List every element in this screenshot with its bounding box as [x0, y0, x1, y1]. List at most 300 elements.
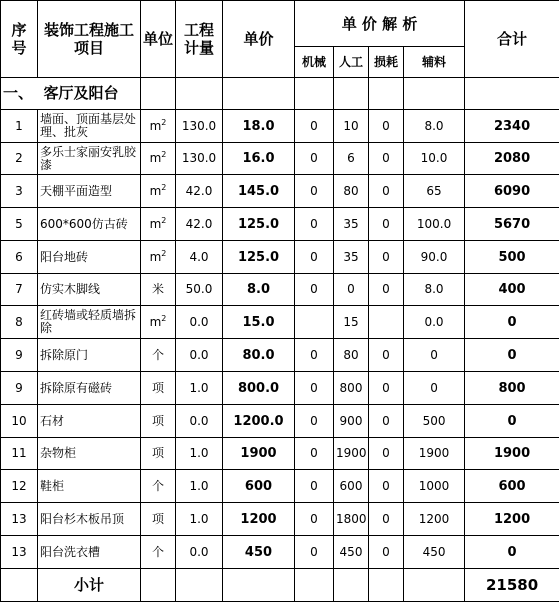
- table-row: [1, 470, 559, 503]
- cell-unit-text: 米: [151, 282, 164, 296]
- cell-labor-text: 0: [347, 282, 355, 296]
- cell-material-text: 100.0: [416, 216, 452, 231]
- cell-name-text: 天棚平面造型: [40, 183, 113, 198]
- section-empty: [176, 78, 223, 110]
- header-unit: 单位: [141, 1, 176, 78]
- cell-labor: [334, 110, 369, 143]
- cell-material-text: 0.0: [424, 314, 444, 329]
- cell-seq-text: 8: [15, 314, 23, 329]
- header-material: 辅料: [404, 47, 465, 78]
- unit-superscript: 2: [161, 215, 167, 225]
- cell-unit: [141, 208, 176, 241]
- header-price: 单价: [223, 1, 295, 78]
- cell-material: [404, 405, 465, 438]
- table-row: [1, 306, 559, 339]
- cell-name: [38, 503, 141, 536]
- cell-qty-text: 0.0: [189, 314, 209, 329]
- cell-price-text: 18.0: [242, 118, 275, 134]
- cell-unit-text: m: [149, 151, 162, 165]
- cell-labor: [334, 306, 369, 339]
- section-empty: [223, 78, 295, 110]
- cell-seq: [1, 536, 38, 569]
- subtotal-label: 小计: [38, 569, 141, 602]
- cell-unit: [141, 405, 176, 438]
- header-qty: 工程计量: [176, 1, 223, 78]
- cell-machine: [295, 405, 334, 438]
- cell-material-text: 0: [430, 347, 438, 362]
- cell-material: [404, 143, 465, 175]
- cell-seq-text: 3: [15, 183, 23, 198]
- cell-loss-text: 0: [382, 282, 390, 296]
- cell-machine-text: 0: [310, 413, 318, 428]
- cell-loss-text: 0: [382, 151, 390, 165]
- cell-seq: [1, 339, 38, 372]
- cell-material-text: 8.0: [424, 118, 444, 133]
- cell-loss-text: 0: [382, 544, 390, 559]
- section-cell: [1, 78, 141, 110]
- cell-seq: [1, 503, 38, 536]
- table-row: [1, 503, 559, 536]
- subtotal-empty: [295, 569, 334, 602]
- cell-total: [465, 241, 559, 274]
- cell-seq-text: 9: [15, 380, 23, 395]
- cell-total: [465, 306, 559, 339]
- cell-loss-text: 0: [382, 478, 390, 493]
- cell-qty-text: 42.0: [185, 216, 213, 231]
- cell-seq-text: 10: [11, 413, 27, 428]
- cell-seq: [1, 175, 38, 208]
- table-row: [1, 110, 559, 143]
- cell-name-text: 阳台杉木板吊顶: [40, 511, 125, 526]
- unit-superscript: 2: [161, 182, 167, 192]
- cell-machine-text: 0: [310, 183, 318, 198]
- cell-unit-text: 个: [151, 347, 164, 362]
- cell-qty-text: 1.0: [189, 380, 209, 395]
- cell-unit: [141, 274, 176, 306]
- cell-price-text: 125.0: [237, 216, 280, 232]
- cell-total-text: 1900: [493, 446, 531, 461]
- cell-machine-text: 0: [310, 151, 318, 165]
- cell-seq-text: 7: [15, 282, 23, 296]
- cell-total: [465, 274, 559, 306]
- cell-price: [223, 306, 295, 339]
- cell-price: [223, 241, 295, 274]
- cell-seq-text: 5: [15, 216, 23, 231]
- cell-qty: [176, 143, 223, 175]
- cell-labor-text: 600: [339, 478, 363, 493]
- subtotal-total: 21580: [465, 569, 559, 602]
- cell-seq: [1, 110, 38, 143]
- cell-machine: [295, 503, 334, 536]
- table-row: [1, 438, 559, 470]
- cell-total: [465, 339, 559, 372]
- cell-unit-text: 个: [151, 544, 164, 559]
- header-loss: 损耗: [369, 47, 404, 78]
- cell-material-text: 65: [426, 183, 442, 198]
- cell-name-text: 石材: [40, 413, 65, 428]
- cell-machine-text: 0: [310, 544, 318, 559]
- subtotal-empty: [369, 569, 404, 602]
- cell-qty-text: 1.0: [189, 446, 209, 460]
- cell-material: [404, 438, 465, 470]
- cell-qty-text: 1.0: [189, 478, 209, 493]
- subtotal-empty: [176, 569, 223, 602]
- cell-loss-text: 0: [382, 446, 390, 460]
- cell-name: [38, 339, 141, 372]
- cell-total: [465, 208, 559, 241]
- cell-material: [404, 536, 465, 569]
- cell-qty-text: 0.0: [189, 413, 209, 428]
- cell-seq-text: 13: [11, 544, 27, 559]
- cell-loss-text: 0: [382, 216, 390, 231]
- cell-total: [465, 405, 559, 438]
- cell-labor: [334, 503, 369, 536]
- cell-unit: [141, 143, 176, 175]
- cell-labor: [334, 470, 369, 503]
- cell-machine: [295, 438, 334, 470]
- cell-loss: [369, 405, 404, 438]
- cell-loss-text: 0: [382, 249, 390, 264]
- cell-name: [38, 438, 141, 470]
- cell-machine-text: 0: [310, 446, 318, 460]
- cell-qty-text: 50.0: [185, 282, 213, 296]
- cell-total-text: 0: [507, 314, 517, 330]
- cell-machine-text: 0: [310, 511, 318, 526]
- cell-labor-text: 80: [343, 183, 359, 198]
- header-seq: 序 号: [1, 1, 38, 78]
- cell-unit: [141, 470, 176, 503]
- cell-price: [223, 503, 295, 536]
- cell-loss: [369, 241, 404, 274]
- cell-price: [223, 372, 295, 405]
- cell-qty: [176, 241, 223, 274]
- cell-price-text: 15.0: [242, 314, 275, 330]
- cell-machine-text: 0: [310, 380, 318, 395]
- cell-machine: [295, 110, 334, 143]
- section-empty: [334, 78, 369, 110]
- cell-name-text: 600*600仿古砖: [40, 216, 128, 231]
- cell-total-text: 0: [507, 347, 517, 363]
- cell-seq: [1, 438, 38, 470]
- cell-machine-text: 0: [310, 216, 318, 231]
- cell-seq: [1, 306, 38, 339]
- cell-qty: [176, 405, 223, 438]
- cell-material-text: 500: [422, 413, 446, 428]
- cell-material-text: 10.0: [420, 151, 448, 165]
- cell-loss: [369, 306, 404, 339]
- cell-name: [38, 405, 141, 438]
- cell-unit-text: 个: [151, 478, 164, 493]
- cell-name-text: 鞋柜: [40, 478, 65, 493]
- cell-price-text: 8.0: [246, 282, 271, 297]
- cell-unit-text: m: [149, 118, 162, 133]
- cell-labor-text: 1900: [336, 446, 367, 460]
- cell-seq-text: 2: [15, 151, 23, 165]
- cell-price-text: 1200.0: [233, 413, 284, 429]
- cell-loss-text: 0: [382, 413, 390, 428]
- header-row-top: [1, 1, 559, 47]
- cell-machine: [295, 470, 334, 503]
- cell-labor: [334, 241, 369, 274]
- table-row: [1, 241, 559, 274]
- cell-name: [38, 208, 141, 241]
- cell-name: [38, 536, 141, 569]
- cell-total-text: 6090: [493, 183, 531, 199]
- cell-name-text: 红砖墙或轻质墙拆除: [40, 308, 137, 335]
- cell-loss: [369, 208, 404, 241]
- cell-seq: [1, 274, 38, 306]
- subtotal-empty: [223, 569, 295, 602]
- cell-labor-text: 80: [343, 347, 359, 362]
- cell-name: [38, 372, 141, 405]
- cell-machine: [295, 241, 334, 274]
- cell-material: [404, 241, 465, 274]
- cell-loss-text: 0: [382, 511, 390, 526]
- table-row: [1, 372, 559, 405]
- cell-loss: [369, 503, 404, 536]
- cell-unit-text: m: [149, 314, 162, 329]
- cell-material-text: 1200: [418, 511, 450, 526]
- cell-unit-text: m: [149, 216, 162, 231]
- cell-total: [465, 470, 559, 503]
- cell-total-text: 0: [507, 413, 517, 429]
- cell-qty-text: 4.0: [189, 249, 209, 264]
- cell-machine: [295, 274, 334, 306]
- cell-loss-text: 0: [382, 118, 390, 133]
- cell-material-text: 8.0: [424, 282, 444, 296]
- cell-seq: [1, 470, 38, 503]
- cell-material-text: 1900: [418, 446, 450, 460]
- cell-machine: [295, 175, 334, 208]
- cell-material-text: 1000: [418, 478, 450, 493]
- cell-qty: [176, 503, 223, 536]
- cell-seq: [1, 241, 38, 274]
- table-row: [1, 208, 559, 241]
- header-machine: 机械: [295, 47, 334, 78]
- cell-seq-text: 11: [11, 446, 27, 460]
- subtotal-empty: [1, 569, 38, 602]
- cell-loss: [369, 372, 404, 405]
- cell-name: [38, 306, 141, 339]
- cell-labor-text: 1800: [336, 511, 367, 526]
- cell-unit: [141, 110, 176, 143]
- cell-name-text: 杂物柜: [40, 446, 77, 460]
- cell-unit-text: m: [149, 249, 162, 264]
- cell-price-text: 145.0: [237, 183, 280, 199]
- cell-unit: [141, 306, 176, 339]
- cell-labor: [334, 372, 369, 405]
- cell-unit: [141, 372, 176, 405]
- cell-total: [465, 175, 559, 208]
- cell-seq: [1, 208, 38, 241]
- cell-material-text: 0: [430, 380, 438, 395]
- cell-material: [404, 470, 465, 503]
- cell-qty: [176, 110, 223, 143]
- cell-loss: [369, 175, 404, 208]
- cell-unit: [141, 175, 176, 208]
- table-row: [1, 175, 559, 208]
- section-empty: [295, 78, 334, 110]
- cell-material: [404, 306, 465, 339]
- cell-total-text: 400: [498, 282, 526, 297]
- subtotal-empty: [334, 569, 369, 602]
- cell-machine-text: 0: [310, 478, 318, 493]
- cell-machine: [295, 339, 334, 372]
- section-row: [1, 78, 559, 110]
- cell-labor: [334, 208, 369, 241]
- cell-labor-text: 10: [343, 118, 359, 133]
- cell-machine: [295, 372, 334, 405]
- cell-unit: [141, 503, 176, 536]
- cell-material: [404, 339, 465, 372]
- cell-total-text: 2340: [493, 118, 531, 134]
- cell-labor-text: 800: [339, 380, 363, 395]
- cell-labor-text: 900: [339, 413, 363, 428]
- cell-price-text: 16.0: [242, 151, 275, 166]
- cell-loss: [369, 143, 404, 175]
- cell-labor: [334, 274, 369, 306]
- cell-labor-text: 6: [347, 151, 355, 165]
- unit-superscript: 2: [161, 150, 167, 159]
- cell-seq-text: 13: [11, 511, 27, 526]
- cell-machine: [295, 208, 334, 241]
- section-empty: [369, 78, 404, 110]
- cell-price: [223, 143, 295, 175]
- cell-qty: [176, 372, 223, 405]
- section-index: 一、: [3, 84, 34, 102]
- cell-unit-text: 项: [151, 511, 164, 526]
- cell-unit-text: 项: [151, 446, 164, 460]
- cell-price: [223, 339, 295, 372]
- section-title: 客厅及阳台: [43, 84, 119, 102]
- cell-qty: [176, 536, 223, 569]
- cell-qty: [176, 339, 223, 372]
- cell-name: [38, 241, 141, 274]
- cell-price-text: 80.0: [242, 347, 275, 363]
- cell-qty: [176, 208, 223, 241]
- subtotal-row: [1, 569, 559, 602]
- cell-material: [404, 274, 465, 306]
- cell-labor-text: 15: [343, 314, 359, 329]
- cell-total-text: 0: [507, 544, 517, 560]
- cell-seq-text: 1: [15, 118, 23, 133]
- section-empty: [404, 78, 465, 110]
- cell-total-text: 5670: [493, 216, 531, 232]
- section-empty: [465, 78, 559, 110]
- cell-total: [465, 438, 559, 470]
- cell-material: [404, 372, 465, 405]
- header-total: 合计: [465, 1, 559, 78]
- cell-seq-text: 9: [15, 347, 23, 362]
- cell-loss: [369, 339, 404, 372]
- cell-qty: [176, 306, 223, 339]
- cell-name: [38, 143, 141, 175]
- cell-price: [223, 536, 295, 569]
- cell-material: [404, 208, 465, 241]
- cell-unit-text: m: [149, 183, 162, 198]
- cell-price-text: 125.0: [237, 249, 280, 265]
- cell-qty: [176, 470, 223, 503]
- cell-labor: [334, 438, 369, 470]
- header-labor: 人工: [334, 47, 369, 78]
- unit-superscript: 2: [161, 248, 167, 258]
- cell-material: [404, 503, 465, 536]
- cell-total: [465, 503, 559, 536]
- cell-total-text: 800: [498, 380, 526, 396]
- cell-total-text: 600: [498, 478, 526, 494]
- cell-price-text: 1900: [240, 446, 277, 461]
- cell-qty-text: 0.0: [189, 347, 209, 362]
- cell-loss: [369, 274, 404, 306]
- subtotal-empty: [404, 569, 465, 602]
- table-row: [1, 339, 559, 372]
- cell-unit: [141, 536, 176, 569]
- cell-name: [38, 175, 141, 208]
- header-breakdown: 单 价 解 析: [295, 1, 465, 47]
- cell-price: [223, 438, 295, 470]
- cell-total-text: 1200: [493, 511, 531, 527]
- table-row: [1, 143, 559, 175]
- cell-loss-text: 0: [382, 347, 390, 362]
- cell-loss: [369, 536, 404, 569]
- cell-qty: [176, 175, 223, 208]
- cell-price-text: 600: [244, 478, 273, 494]
- cell-total: [465, 143, 559, 175]
- cell-name-text: 拆除原有磁砖: [40, 380, 113, 395]
- cell-labor: [334, 143, 369, 175]
- unit-superscript: 2: [161, 117, 167, 127]
- cell-labor: [334, 175, 369, 208]
- cell-machine: [295, 536, 334, 569]
- cell-machine-text: 0: [310, 249, 318, 264]
- cell-material-text: 90.0: [420, 249, 448, 264]
- cell-labor-text: 450: [339, 544, 363, 559]
- cell-name-text: 墙面、顶面基层处理、批灰: [40, 112, 137, 139]
- cell-qty-text: 130.0: [181, 118, 217, 133]
- cell-labor: [334, 405, 369, 438]
- cell-price: [223, 405, 295, 438]
- cell-qty: [176, 438, 223, 470]
- cell-name-text: 阳台地砖: [40, 249, 89, 264]
- cell-loss: [369, 438, 404, 470]
- cell-seq-text: 6: [15, 249, 23, 264]
- cell-unit-text: 项: [151, 380, 164, 395]
- cell-material: [404, 175, 465, 208]
- cell-labor: [334, 339, 369, 372]
- cell-qty-text: 42.0: [185, 183, 213, 198]
- cell-labor-text: 35: [343, 249, 359, 264]
- cell-machine-text: 0: [310, 118, 318, 133]
- section-empty: [141, 78, 176, 110]
- cell-machine: [295, 143, 334, 175]
- cell-loss: [369, 110, 404, 143]
- cell-machine-text: 0: [310, 347, 318, 362]
- cell-price: [223, 175, 295, 208]
- cell-name: [38, 110, 141, 143]
- cell-unit: [141, 339, 176, 372]
- cell-price: [223, 274, 295, 306]
- table-row: [1, 405, 559, 438]
- cell-name: [38, 274, 141, 306]
- cell-total-text: 2080: [493, 151, 531, 166]
- table-body: [1, 110, 559, 569]
- cell-price: [223, 110, 295, 143]
- cell-unit: [141, 438, 176, 470]
- subtotal-empty: [141, 569, 176, 602]
- cell-machine: [295, 306, 334, 339]
- cell-unit-text: 项: [151, 413, 164, 428]
- cell-name: [38, 470, 141, 503]
